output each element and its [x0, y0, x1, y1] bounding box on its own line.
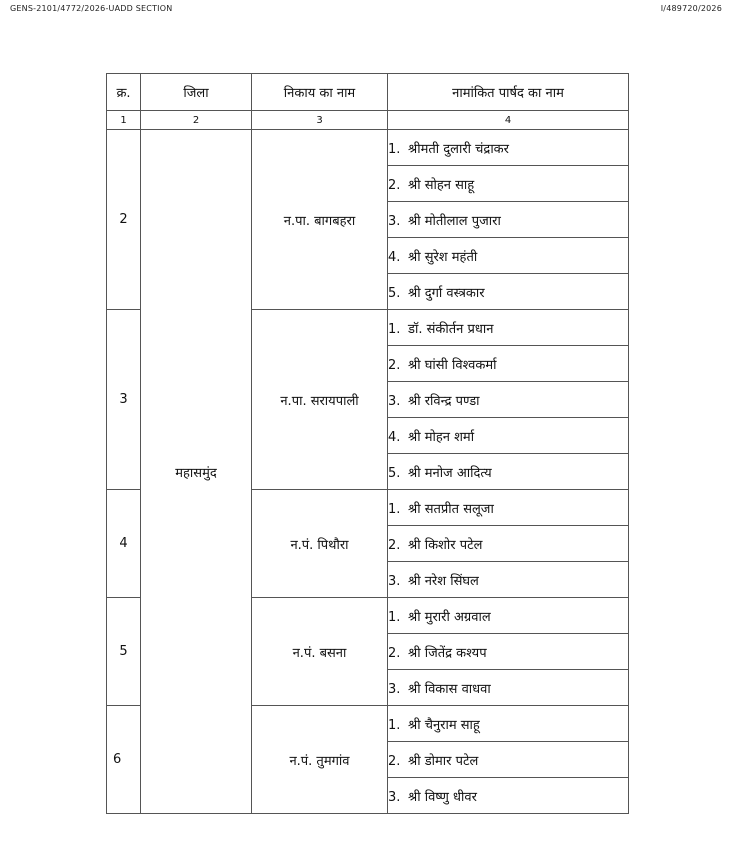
councillor-index: 5. — [388, 465, 401, 481]
councillor-index: 1. — [388, 609, 401, 625]
local-body-cell: न.पं. बसना — [252, 598, 388, 706]
receipt-number: I/489720/2026 — [660, 4, 722, 13]
column-number-row — [107, 111, 629, 130]
councillor-index: 1. — [388, 501, 401, 517]
councillor-name: श्री जितेंद्र कश्यप — [408, 645, 487, 661]
councillor-index: 5. — [388, 285, 401, 301]
district-cell: महासमुंद — [141, 130, 252, 814]
column-header-district: जिला — [141, 74, 252, 111]
councillor-index: 1. — [388, 321, 401, 337]
column-number: 2 — [141, 111, 252, 130]
councillor-name: श्री सोहन साहू — [408, 177, 475, 193]
councillor-index: 1. — [388, 717, 401, 733]
councillor-cell — [388, 526, 629, 562]
councillor-cell — [388, 310, 629, 346]
councillor-cell — [388, 778, 629, 814]
councillor-cell — [388, 346, 629, 382]
column-header-councillor: नामांकित पार्षद का नाम — [388, 74, 629, 111]
column-header-body: निकाय का नाम — [252, 74, 388, 111]
councillor-name: श्री घांसी विश्वकर्मा — [408, 357, 497, 373]
councillor-name: श्री चैनुराम साहू — [408, 717, 480, 733]
councillor-index: 3. — [388, 213, 401, 229]
table-row — [107, 130, 629, 166]
councillor-cell — [388, 382, 629, 418]
councillor-cell — [388, 130, 629, 166]
councillor-name: श्री विकास वाधवा — [408, 681, 491, 697]
councillor-name: श्री डोमार पटेल — [408, 753, 479, 769]
column-number: 3 — [252, 111, 388, 130]
councillor-index: 3. — [388, 393, 401, 409]
councillor-index: 3. — [388, 681, 401, 697]
councillor-cell — [388, 670, 629, 706]
councillor-name: श्री नरेश सिंघल — [408, 573, 479, 589]
councillor-index: 1. — [388, 141, 401, 157]
councillor-index: 2. — [388, 753, 401, 769]
councillor-index: 3. — [388, 573, 401, 589]
serial-number-cell: 3 — [107, 310, 141, 490]
councillor-name: श्री मोतीलाल पुजारा — [408, 213, 501, 229]
councillor-cell — [388, 742, 629, 778]
councillor-name: श्री मनोज आदित्य — [408, 465, 492, 481]
councillor-name: श्री विष्णु धीवर — [408, 789, 477, 805]
councillor-name: श्री मोहन शर्मा — [408, 429, 475, 445]
councillor-cell — [388, 706, 629, 742]
file-reference: GENS-2101/4772/2026-UADD SECTION — [10, 4, 173, 13]
column-number: 4 — [388, 111, 629, 130]
councillor-name: डॉ. संकीर्तन प्रधान — [408, 321, 494, 337]
local-body-cell: न.पा. बागबहरा — [252, 130, 388, 310]
serial-number-cell: 2 — [107, 130, 141, 310]
councillor-index: 4. — [388, 249, 401, 265]
councillor-name: श्री सतप्रीत सलूजा — [408, 501, 494, 517]
councillor-name: श्री दुर्गा वस्त्रकार — [408, 285, 485, 301]
councillor-name: श्री किशोर पटेल — [408, 537, 483, 553]
councillor-name: श्री मुरारी अग्रवाल — [408, 609, 491, 625]
councillor-cell — [388, 490, 629, 526]
councillor-cell — [388, 562, 629, 598]
councillor-index: 2. — [388, 537, 401, 553]
table-header-row — [107, 74, 629, 111]
councillor-cell — [388, 202, 629, 238]
councillor-index: 4. — [388, 429, 401, 445]
councillor-index: 3. — [388, 789, 401, 805]
councillor-name: श्रीमती दुलारी चंद्राकर — [408, 141, 509, 157]
councillor-cell — [388, 166, 629, 202]
councillor-name: श्री रविन्द्र पण्डा — [408, 393, 480, 409]
local-body-cell: न.पं. पिथौरा — [252, 490, 388, 598]
column-header-serial: क्र. — [107, 74, 141, 111]
serial-number-cell: 6 — [107, 706, 141, 814]
nominations-table — [106, 73, 629, 814]
table-body — [107, 130, 629, 814]
serial-number-cell: 5 — [107, 598, 141, 706]
serial-number-cell: 4 — [107, 490, 141, 598]
local-body-cell: न.पा. सरायपाली — [252, 310, 388, 490]
councillor-cell — [388, 634, 629, 670]
councillor-cell — [388, 598, 629, 634]
councillor-index: 2. — [388, 177, 401, 193]
councillor-cell — [388, 454, 629, 490]
councillor-cell — [388, 238, 629, 274]
councillor-index: 2. — [388, 645, 401, 661]
councillor-cell — [388, 274, 629, 310]
councillor-index: 2. — [388, 357, 401, 373]
councillor-cell — [388, 418, 629, 454]
councillor-name: श्री सुरेश महंती — [408, 249, 478, 265]
local-body-cell: न.पं. तुमगांव — [252, 706, 388, 814]
column-number: 1 — [107, 111, 141, 130]
